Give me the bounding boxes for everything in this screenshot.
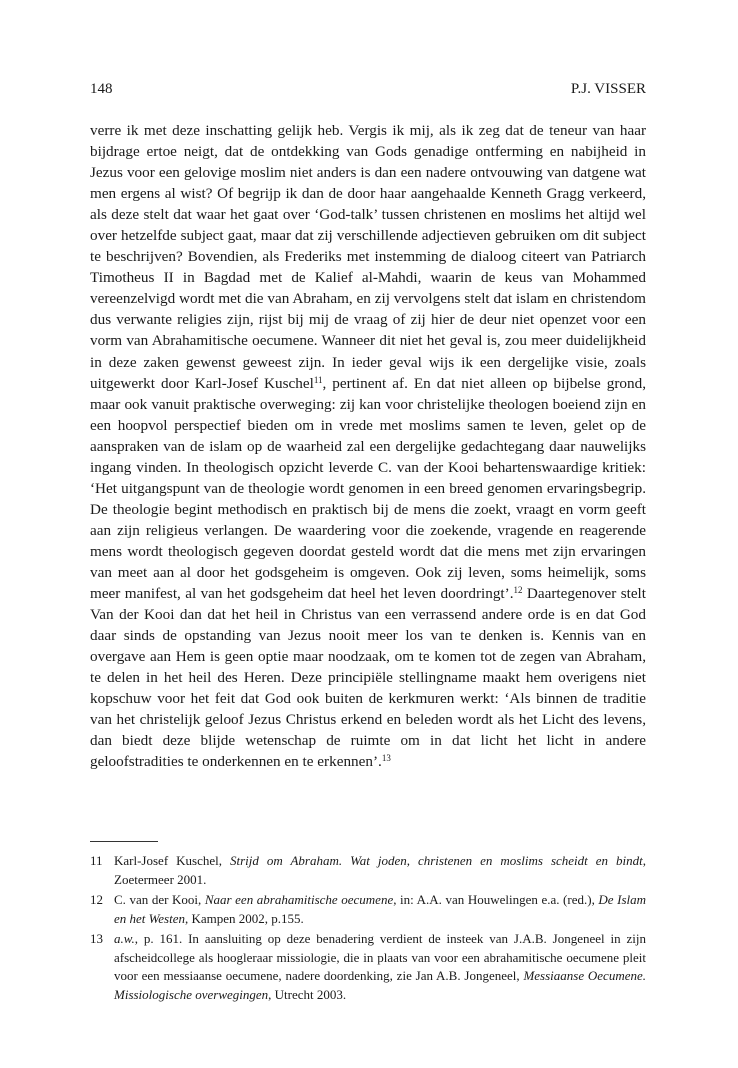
footnote-text-plain: , in: A.A. van Houwelingen e.a. (red.), bbox=[393, 892, 599, 907]
footnote-text-plain: , Kampen 2002, p.155. bbox=[185, 910, 304, 926]
footnote-11 bbox=[90, 852, 646, 889]
footnote-text-plain: Karl-Josef Kuschel, bbox=[114, 853, 230, 868]
footnote-text-plain: C. van der Kooi, bbox=[114, 892, 205, 907]
footnote-number: 13 bbox=[90, 931, 103, 946]
footnote-book-title: De Islam en het Westen bbox=[114, 892, 647, 926]
footnote-separator bbox=[90, 841, 158, 842]
footnotes bbox=[90, 852, 646, 1006]
footnote-number: 11 bbox=[90, 853, 103, 868]
footnote-12 bbox=[90, 891, 646, 928]
footnote-book-title: Messiaanse Oecumene. Missiologische overwegingen bbox=[114, 968, 647, 1002]
footnote-book-title: Strijd om Abraham. Wat joden, christenen en moslims scheidt en bindt bbox=[229, 853, 643, 868]
footnote-text-plain: , Zoetermeer 2001. bbox=[114, 853, 646, 887]
footnote-text bbox=[114, 930, 646, 1004]
page-number: 148 bbox=[90, 81, 113, 97]
running-head: P.J. VISSER bbox=[570, 81, 646, 97]
footnote-text-plain: , p. 161. In aansluiting op deze benadering verdient de insteek van J.A.B. Jongeneel in zijn afscheidcollege als hoogleraar missiologie, die in plaats van voor een abrahamitische oecumene pleit voor een messiaanse oecumene, nadere doordenking, zie Jan A.B. Jongeneel, bbox=[114, 931, 646, 983]
footnote-text bbox=[114, 852, 646, 889]
footnote-text-plain: , Utrecht 2003. bbox=[268, 986, 347, 1002]
body-text-part-3: Daartegenover stelt Van der Kooi dan dat het heil in Christus van een verrassend andere orde is en dat God daar sinds de opstanding van Jezus nooit meer los van te denken is. Kennis van en overgave aan Hem is geen optie maar noodzaak, om te komen tot de zegen van Abraham, te delen in het heil des Heren. Deze principiële stellingname maakt hem overigens niet kopschuw voor het feit dat God ook buiten de kerkmuren werkt: ‘Als binnen de traditie van het christelijk geloof Jezus Christus erkend en beleden wordt als het Licht des levens, dan biedt deze blijde wetenschap de ruimte om in dat licht het licht in andere geloofstradities te onderkennen en te erkennen’. bbox=[90, 585, 646, 771]
footnote-13 bbox=[90, 930, 646, 1004]
footnote-ref-13[interactable]: 13 bbox=[381, 753, 391, 764]
footnote-abbreviation: a.w. bbox=[114, 931, 135, 946]
body-text-part-2: , pertinent af. En dat niet alleen op bijbelse grond, maar ook vanuit praktische overweging: zij kan voor christelijke theologen boeiend zijn en een hoopvol perspectief bieden om in vrede met moslims samen te leven, gelet op de aanspraken van de islam op de waarheid zal een dergelijke gedachtegang daar nauwelijks ingang vinden. In theologisch opzicht leverde C. van der Kooi behartenswaardige kritiek: ‘Het uitgangspunt van de theologie wordt genomen in een breed genomen ervaringsbegrip. De theologie begint methodisch en praktisch bij de mens die zoekt, vraagt en vorm geeft aan zijn religieus verlangen. De waardering voor die zoekende, vragende en reagerende mens wordt theologisch gegeven doordat gesteld wordt dat die mens met zijn ervaringen van meet aan al door het godsgeheim is omgeven. Ook zij leven, soms heimelijk, soms meer manifest, al van het godsgeheim dat heel het leven doordringt’. bbox=[90, 374, 647, 603]
footnote-ref-11[interactable]: 11 bbox=[313, 374, 323, 385]
page-header bbox=[90, 80, 646, 98]
footnote-text bbox=[114, 891, 646, 928]
body-paragraph bbox=[90, 120, 646, 772]
footnote-number: 12 bbox=[90, 892, 103, 907]
body-text-part-1: verre ik met deze inschatting gelijk heb. Vergis ik mij, als ik zeg dat de teneur van haar bijdrage ertoe neigt, dat de ontdekking van Gods genadige ontferming en nabijheid in Jezus voor een gelovige moslim niet anders is dan een nadere ontvouwing van datgene wat men ergens al wist? Of begrijp ik dan de door haar aangehaalde Kenneth Gragg verkeerd, als deze stelt dat waar het gaat over ‘God-talk’ tussen christenen en moslims het altijd wel over hetzelfde subject gaat, maar dat zij verschillende adjectieven gebruiken om dit subject te beschrijven? Bovendien, als Frederiks met instemming de dialoog citeert van Patriarch Timotheus II in Bagdad met de Kalief al-Mahdi, waarin de keus van Mohammed vereenzelvigd wordt met die van Abraham, en zij vervolgens stelt dat islam en christendom dus verwante religies zijn, rijst bij mij de vraag of zij hier de deur niet openzet voor een vorm van Abrahamitische oecumene. Wanneer dit niet het geval is, zou meer duidelijkheid in deze zaken gewenst geweest zijn. In ieder geval wijs ik een dergelijke visie, zoals uitgewerkt door Karl-Josef Kuschel bbox=[90, 122, 646, 392]
footnote-book-title: Naar een abrahamitische oecumene bbox=[204, 892, 394, 907]
footnote-ref-12[interactable]: 12 bbox=[513, 585, 523, 596]
